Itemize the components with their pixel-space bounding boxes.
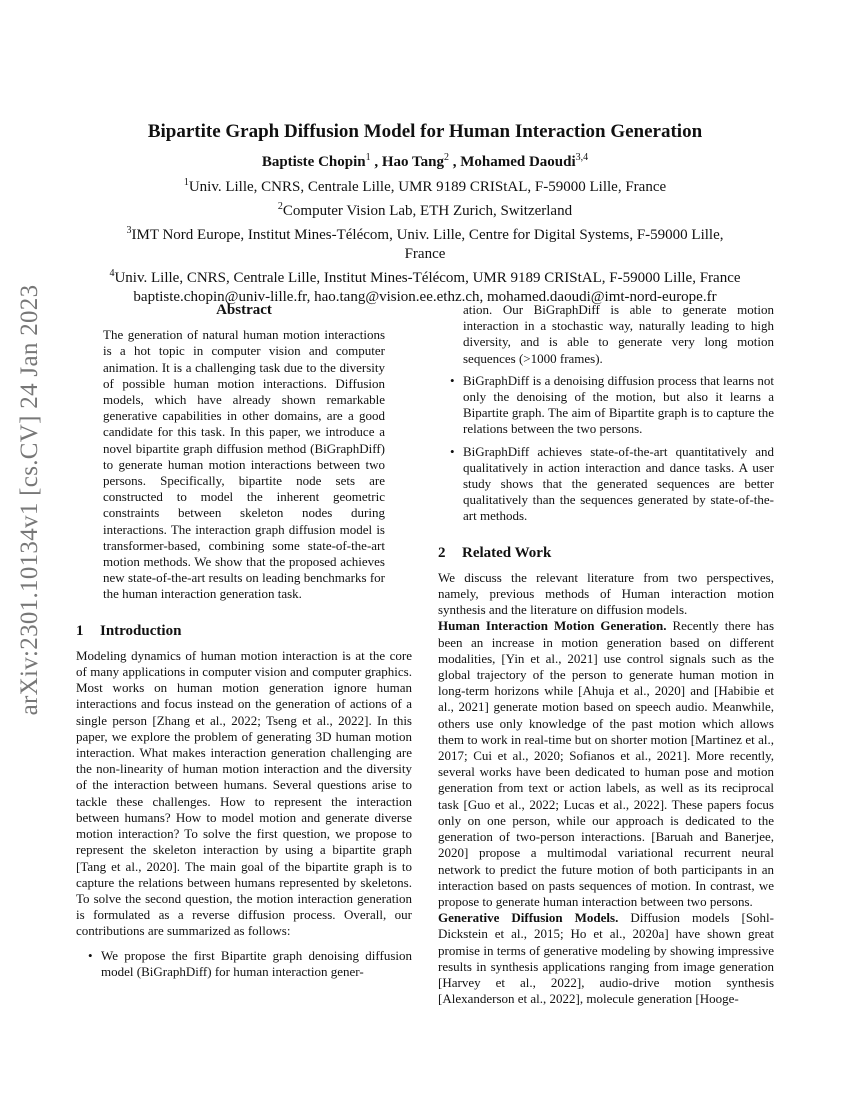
list-item-text: We propose the first Bipartite graph denoising diffusion model (BiGraphDiff) for human interaction gener-: [101, 947, 412, 979]
section-title: Related Work: [462, 544, 552, 561]
author-name: Mohamed Daoudi: [460, 154, 576, 170]
bullet-glyph: •: [450, 372, 455, 388]
affiliation: [70, 245, 780, 264]
section-title: Introduction: [100, 622, 182, 639]
affiliation-text: Computer Vision Lab, ETH Zurich, Switzerland: [282, 203, 573, 219]
list-item-continued: ation. Our BiGraphDiff is able to generate motion interaction in a stochastic way, naturally leading to high diversity, and is able to generate very long motion sequences (>1000 frames).: [463, 302, 774, 366]
right-column: [438, 302, 774, 1007]
arxiv-identifier: arXiv:2301.10134v1 [cs.CV] 24 Jan 2023: [16, 284, 43, 716]
affiliation-sup: 4: [109, 268, 115, 279]
paper-header: [70, 120, 780, 307]
abstract-heading: Abstract: [216, 302, 272, 318]
affiliation: [70, 197, 780, 221]
section-number: 2: [438, 544, 446, 561]
affiliation: [70, 173, 780, 197]
list-item-text: BiGraphDiff achieves state-of-the-art quantitatively and qualitatively in action interaction and dance tasks. A user study shows that the generated sequences are better qualitatively than the sequences generated by state-of-the-art methods.: [463, 443, 774, 524]
related-work-intro: We discuss the relevant literature from two perspectives, namely, previous methods of Human interaction motion synthesis and the literature on diffusion models.: [438, 569, 774, 618]
affiliation: [70, 264, 780, 288]
bullet-glyph: •: [450, 443, 455, 459]
author-sup: 3,4: [575, 152, 589, 163]
section-number: 1: [76, 622, 84, 639]
introduction-paragraph: Modeling dynamics of human motion interaction is at the core of many applications in computer vision and computer graphics. Most works on human motion generation ignore human interactions and focus instead on the generation of actions of a single person [Zhang et al., 2022; Tseng et al., 2022]. In this paper, we explore the problem of generating 3D human motion interaction. What makes interaction generation challenging are the non-linearity of human motion interaction and the diversity of the interaction between humans. Several questions arise to tackle these challenges. How to represent the interaction between humans? How to model motion and generate diverse motion interaction? To solve the first question, we propose to represent the skeleton interaction by using a bipartite graph [Tang et al., 2020]. The main goal of the bipartite graph is to capture the relations between humans represented by skeletons. To solve the second question, the motion interaction generation is formulated as a reverse diffusion process. Overall, our contributions are summarized as follows:: [76, 647, 412, 939]
arxiv-sidebar: [8, 284, 52, 716]
affiliation-text: Univ. Lille, CNRS, Centrale Lille, UMR 9189 CRIStAL, F-59000 Lille, France: [188, 179, 667, 195]
affiliation-sup: 2: [277, 201, 283, 212]
paragraph-body: Diffusion models [Sohl-Dickstein et al., 2015; Ho et al., 2020a] have shown great promise in terms of generative modeling by showing impressive results in synthesis applications ranging from image generation [Harvey et al., 2022], audio-drive motion synthesis [Alexanderson et al., 2022], molecule generation [Hooge-: [438, 910, 774, 1007]
paragraph-heading: Human Interaction Motion Generation.: [438, 618, 667, 634]
contributions-list: [76, 948, 412, 980]
left-column: [76, 302, 412, 986]
bullet-glyph: •: [88, 947, 93, 963]
paragraph-body: Recently there has been an increase in motion generation based on different modalities, [Yin et al., 2021] use control signals such as the global trajectory of the person to generate human motion in long-term horizons while [Ahuja et al., 2020] and [Habibie et al., 2021] generate motion based on speech audio. Meanwhile, others use only knowledge of the past motion which allows them to work in real-time but on shorter motion [Martinez et al., 2017; Cui et al., 2020; Sofianos et al., 2021]. More recently, several works have been dedicated to human pose and motion generation from text or action labels, as well as its reciprocal task [Guo et al., 2022; Lucas et al., 2022]. These papers focus only on one person, while our approach is dedicated to the generation of two-person interactions. [Baruah and Banerjee, 2020] propose a multimodal variational recurrent neural network to predict the future motion of both participants in an interaction based on pasts sequences of motion. In contrast, we propose to generate human interaction between two persons.: [438, 618, 775, 909]
author-list: Baptiste Chopin$^1$ , Hao Tang$^2$ , Mohamed Daoudi$^{3,4}$: [261, 152, 589, 170]
author-sup: 1: [365, 152, 371, 163]
author-sup: 2: [443, 152, 449, 163]
list-item: [438, 373, 774, 438]
list-item: [76, 948, 412, 980]
affiliation-sup: 1: [183, 177, 189, 188]
section-heading-related-work: [438, 545, 774, 561]
author-name: Baptiste Chopin: [261, 154, 366, 170]
list-item-text: BiGraphDiff is a denoising diffusion process that learns not only the denoising of the motion, but also it learns a Bipartite graph. The aim of Bipartite graph is to capture the relations between the two persons.: [463, 372, 774, 437]
contributions-list-continued: [438, 373, 774, 525]
affiliation-text: France: [404, 246, 446, 262]
author-name: Hao Tang: [381, 154, 444, 170]
paragraph-human-interaction: [438, 618, 774, 910]
affiliation: [70, 221, 780, 245]
paragraph-diffusion-models: [438, 910, 774, 1007]
affiliation-text: Univ. Lille, CNRS, Centrale Lille, Institut Mines-Télécom, UMR 9189 CRIStAL, F-59000 Lille, France: [114, 270, 741, 286]
abstract-body: The generation of natural human motion interactions is a hot topic in computer vision and computer animation. It is a challenging task due to the diversity of possible human motion interactions. Diffusion models, which have already shown remarkable generative capabilities in other domains, are a good candidate for this task. In this paper, we introduce a novel bipartite graph diffusion method (BiGraphDiff) to generate human motion interactions between two persons. Specifically, bipartite node sets are constructed to model the inherent geometric constraints between skeleton nodes during interactions. The interaction graph diffusion model is transformer-based, combining some state-of-the-art motion methods. We show that the proposed achieves new state-of-the-art results on leading benchmarks for the human interaction generation task.: [103, 327, 385, 602]
paragraph-heading: Generative Diffusion Models.: [438, 910, 619, 926]
affiliation-text: IMT Nord Europe, Institut Mines-Télécom, Univ. Lille, Centre for Digital Systems, F-59000 Lille,: [131, 227, 724, 243]
section-heading-introduction: [76, 623, 412, 639]
paper-title: Bipartite Graph Diffusion Model for Human Interaction Generation: [147, 121, 703, 142]
affiliation-sup: 3: [126, 225, 132, 236]
author-emails: baptiste.chopin@univ-lille.fr, hao.tang@vision.ee.ethz.ch, mohamed.daoudi@imt-nord-europe.fr: [133, 289, 717, 305]
list-item: [438, 444, 774, 525]
